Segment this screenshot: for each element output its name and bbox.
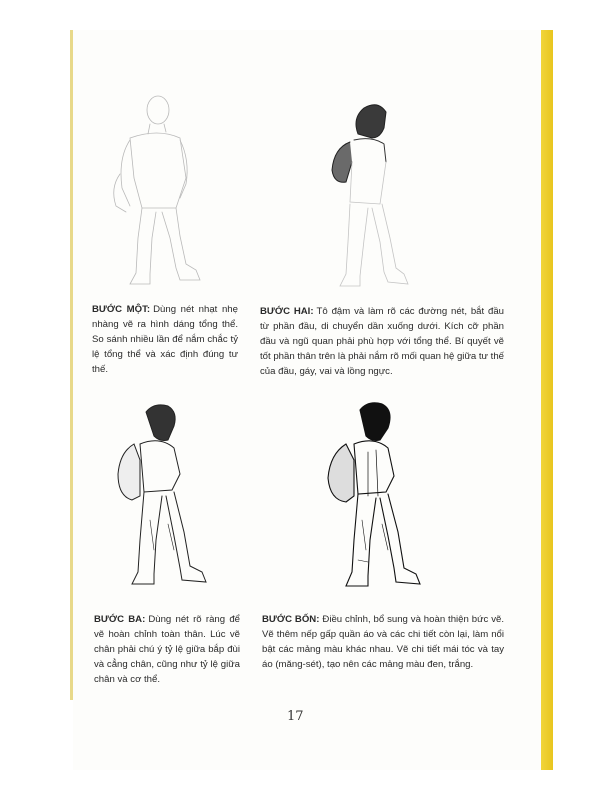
- step-four-caption: [262, 612, 504, 672]
- step-four-drawing: [322, 400, 432, 600]
- page-edge-right: [541, 30, 553, 770]
- step-two-sketch: [320, 92, 430, 302]
- step-three-drawing: [110, 400, 220, 600]
- step-four-label: BƯỚC BỐN:: [262, 614, 320, 625]
- step-one-text: Dùng nét nhạt nhẹ nhàng vẽ ra hình dáng tổng thể. So sánh nhiều lần để nắm chắc tỷ lệ tổng thể và xác định đúng tư thế.: [92, 304, 238, 375]
- step-three-text: Dùng nét rõ ràng để vẽ hoàn chỉnh toàn thân. Lúc vẽ chân phải chú ý tỷ lệ giữa bắp đùi và cẳng chân, cũng như tỷ lệ giữa chân và cơ thể.: [94, 614, 240, 685]
- step-one-label: BƯỚC MỘT:: [92, 304, 151, 315]
- step-three-caption: [94, 612, 240, 687]
- step-one-caption: [92, 302, 238, 377]
- step-three-label: BƯỚC BA:: [94, 614, 146, 625]
- step-two-text: Tô đậm và làm rõ các đường nét, bắt đầu từ phần đầu, di chuyển dần xuống dưới. Kích cỡ phần đầu và ngũ quan phải phù hợp với tổng thể. Bí quyết vẽ tốt phần thân trên là phải nắm rõ mối quan hệ giữa tư thế của đầu, gáy, vai và lồng ngực.: [260, 306, 504, 377]
- step-two-label: BƯỚC HAI:: [260, 306, 314, 317]
- page-number: 17: [287, 709, 304, 724]
- step-one-sketch: [100, 88, 225, 298]
- step-two-caption: [260, 304, 504, 379]
- step-four-text: Điều chỉnh, bổ sung và hoàn thiện bức vẽ. Vẽ thêm nếp gấp quần áo và các chi tiết còn lại, làm nổi bật các mảng màu khác nhau. Vẽ chi tiết mái tóc và tay áo (măng-sét), tạo nên các mảng màu đen, trắng.: [262, 614, 504, 670]
